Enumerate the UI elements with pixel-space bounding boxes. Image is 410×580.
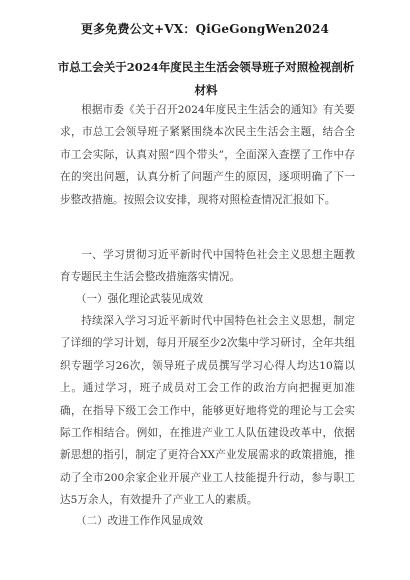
- subsection-one-body: 持续深入学习习近平新时代中国特色社会主义思想，制定了详细的学习计划，每月开展至少2次集中学习研讨，全年共组织专题学习26次，领导班子成员撰写学习心得人均达10篇以上。通过学习，班子成员对工会工作的政治方向把握更加准确，在指导下级工会工作中，能够更好地将党的理论与工会实际工作相结合。例如，在推进产业工人队伍建设改革中，依据新思想的指引，制定了更符合XX产业发展需求的政策措施，推动了全市200余家企业开展产业工人技能提升行动，参与职工达5万余人，有效提升了产业工人的素质。: [60, 315, 355, 507]
- document-title: 市总工会关于2024年度民主生活会领导班子对照检视剖析材料: [57, 60, 355, 97]
- watermark-header: 更多免费公文+VX：QiGeGongWen2024: [80, 22, 330, 36]
- subsection-one-heading: （一）强化理论武装见成效: [75, 293, 204, 305]
- intro-paragraph: 根据市委《关于召开2024年度民主生活会的通知》有关要求，市总工会领导班子紧紧围绕本次民主生活会主题，结合全市工会实际，认真对照“四个带头”，全面深入查摆了工作中存在的突出问题，认真分析了问题产生的原因，逐项明确了下一步整改措施。按照会议安排，现将对照检查情况汇报如下。: [60, 104, 355, 206]
- subsection-two-heading: （二）改进工作作风显成效: [75, 515, 204, 527]
- section-one-heading: 一、学习贯彻习近平新时代中国特色社会主义思想主题教育专题民主生活会整改措施落实情况。: [60, 249, 355, 284]
